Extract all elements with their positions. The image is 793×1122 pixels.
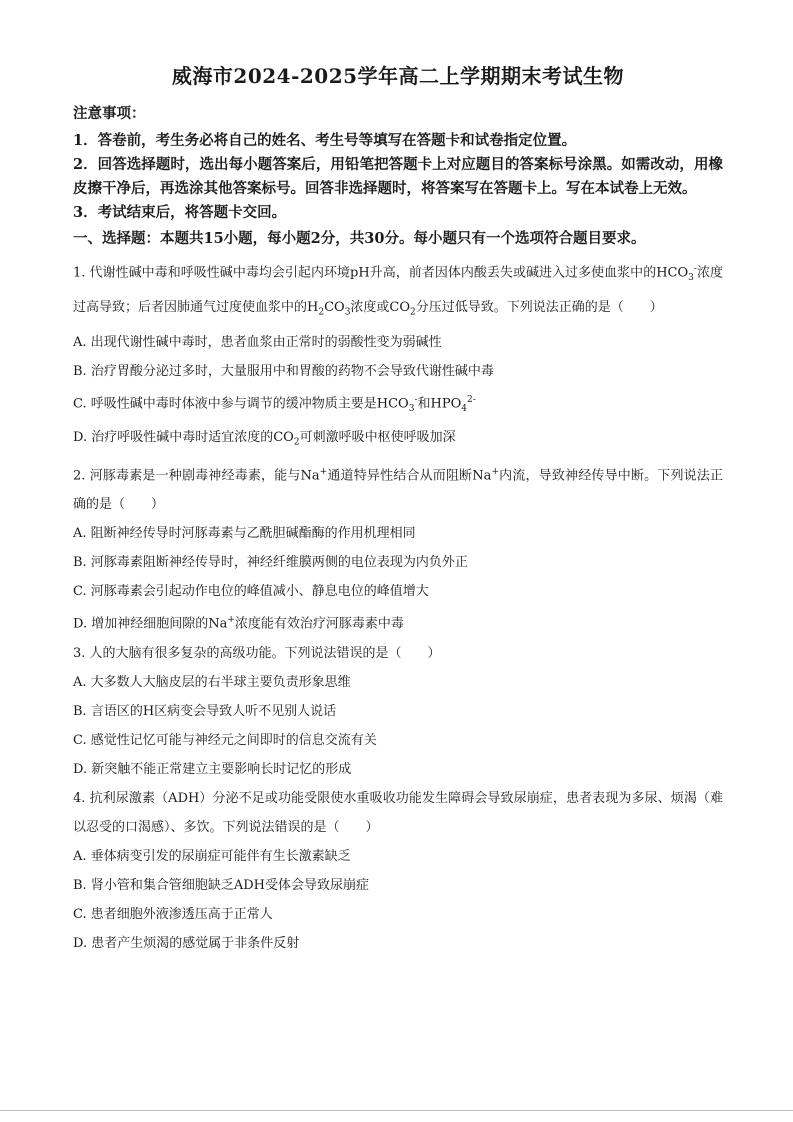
question-3-stem: 3. 人的大脑有很多复杂的高级功能。下列说法错误的是（ ）	[73, 645, 441, 661]
question-2-option-b: B. 河豚毒素阻断神经传导时，神经纤维膜两侧的电位表现为内负外正	[73, 555, 468, 571]
notice-item-1: 1．答卷前，考生务必将自己的姓名、考生号等填写在答题卡和试卷指定位置。	[73, 132, 577, 149]
question-3-option-a: A. 大多数人大脑皮层的右半球主要负责形象思维	[73, 674, 351, 690]
question-4-option-b: B. 肾小管和集合管细胞缺乏ADH受体会导致尿崩症	[73, 877, 369, 893]
question-2-stem: 2. 河豚毒素是一种剧毒神经毒素，能与Na+通道特异性结合从而阻断Na+内流，导致神经传导中断。下列说法正确的是（ ）	[73, 467, 723, 513]
question-4-option-d: D. 患者产生烦渴的感觉属于非条件反射	[73, 935, 300, 951]
question-4-stem: 4. 抗利尿激素（ADH）分泌不足或功能受限使水重吸收功能发生障碍会导致尿崩症，患者表现为多尿、烦渴（难以忍受的口渴感）、多饮。下列说法错误的是（ ）	[73, 790, 723, 835]
question-4-option-a: A. 垂体病变引发的尿崩症可能伴有生长激素缺乏	[73, 848, 351, 864]
question-3-option-c: C. 感觉性记忆可能与神经元之间即时的信息交流有关	[73, 732, 377, 748]
question-3-option-d: D. 新突触不能正常建立主要影响长时记忆的形成	[73, 761, 352, 777]
question-1-option-a: A. 出现代谢性碱中毒时，患者血浆由正常时的弱酸性变为弱碱性	[73, 334, 442, 350]
question-4-option-c: C. 患者细胞外液渗透压高于正常人	[73, 906, 273, 922]
question-1	[73, 255, 723, 458]
notice-item-2: 2．回答选择题时，选出每小题答案后，用铅笔把答题卡上对应题目的答案标号涂黑。如需改动，用橡皮擦干净后，再选涂其他答案标号。回答非选择题时，将答案写在答题卡上。写在本试卷上无效。	[73, 156, 723, 197]
page-bottom-divider	[0, 1110, 793, 1111]
exam-page	[73, 60, 723, 958]
notice-heading: 注意事项：	[73, 105, 146, 122]
question-2	[73, 458, 723, 639]
question-1-stem: 1. 代谢性碱中毒和呼吸性碱中毒均会引起内环境pH升高，前者因体内酸丢失或碱进入过多使血浆中的$HCO_3^-$浓度过高导致；后者因肺通气过度使血浆中的$H_2CO_3$浓度或$CO_2$分压过低导致。下列说法正确的是（ ）	[73, 264, 723, 318]
question-2-option-a: A. 阻断神经传导时河豚毒素与乙酰胆碱酯酶的作用机理相同	[73, 526, 416, 542]
question-2-option-d: D. 增加神经细胞间隙的Na+浓度能有效治疗河豚毒素中毒	[73, 615, 404, 632]
notice-item-3: 3．考试结束后，将答题卡交回。	[73, 204, 287, 221]
notice-block	[73, 103, 723, 225]
section-heading: 一、选择题：本题共15小题，每小题2分，共30分。每小题只有一个选项符合题目要求。	[73, 230, 646, 247]
question-1-option-b: B. 治疗胃酸分泌过多时，大量服用中和胃酸的药物不会导致代谢性碱中毒	[73, 363, 494, 379]
exam-title: 威海市2024-2025学年高二上学期期末考试生物	[171, 64, 625, 88]
question-1-option-c: C. 呼吸性碱中毒时体液中参与调节的缓冲物质主要是$HCO_3^-$和$HPO_4^{2-}$	[73, 394, 476, 414]
question-1-option-d: D. 治疗呼吸性碱中毒时适宜浓度的$CO_2$可刺激呼吸中枢使呼吸加深	[73, 430, 456, 449]
question-4	[73, 784, 723, 958]
question-3	[73, 639, 723, 784]
question-2-option-c: C. 河豚毒素会引起动作电位的峰值减小、静息电位的峰值增大	[73, 584, 429, 600]
question-3-option-b: B. 言语区的H区病变会导致人听不见别人说话	[73, 703, 337, 719]
